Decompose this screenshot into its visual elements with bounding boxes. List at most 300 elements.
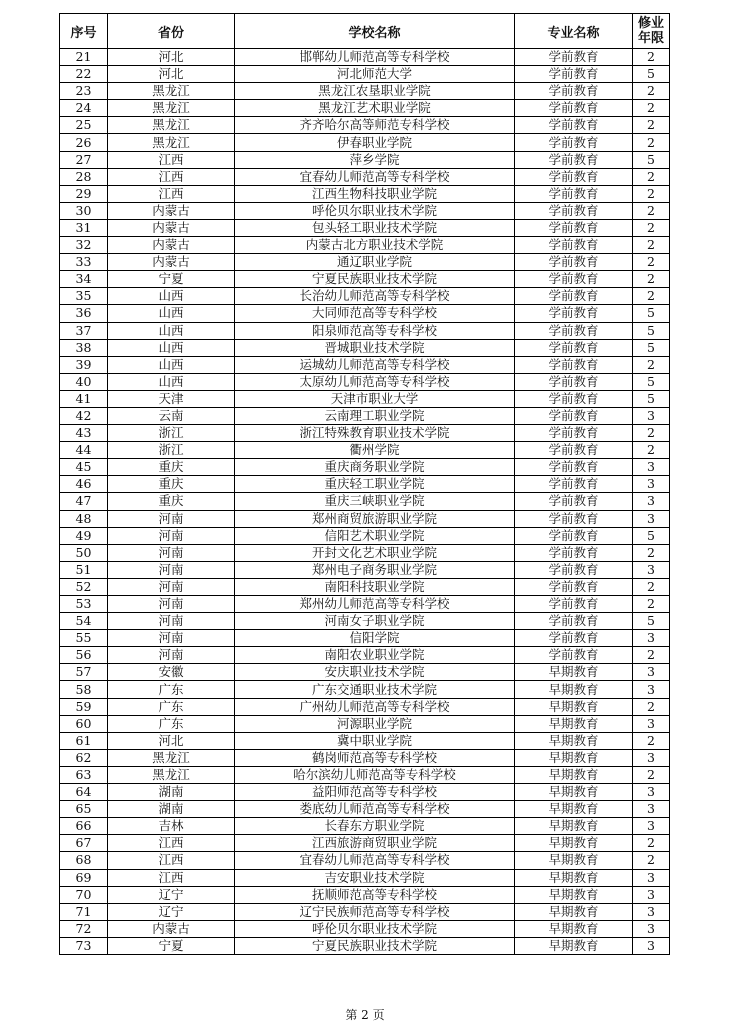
cell-years: 2 xyxy=(633,254,670,271)
table-row xyxy=(60,920,670,937)
cell-province: 安徽 xyxy=(108,664,235,681)
cell-seq: 37 xyxy=(60,322,108,339)
table-row xyxy=(60,66,670,83)
cell-years: 5 xyxy=(633,390,670,407)
cell-seq: 29 xyxy=(60,185,108,202)
cell-province: 江西 xyxy=(108,185,235,202)
cell-major: 早期教育 xyxy=(515,818,633,835)
cell-major: 学前教育 xyxy=(515,151,633,168)
table-row xyxy=(60,373,670,390)
cell-province: 黑龙江 xyxy=(108,117,235,134)
table-row xyxy=(60,766,670,783)
cell-province: 内蒙古 xyxy=(108,202,235,219)
cell-years: 2 xyxy=(633,168,670,185)
cell-major: 早期教育 xyxy=(515,801,633,818)
table-body xyxy=(60,49,670,955)
cell-years: 2 xyxy=(633,49,670,66)
cell-major: 早期教育 xyxy=(515,664,633,681)
cell-years: 2 xyxy=(633,647,670,664)
cell-years: 2 xyxy=(633,202,670,219)
cell-school: 河北师范大学 xyxy=(235,66,515,83)
cell-school: 运城幼儿师范高等专科学校 xyxy=(235,356,515,373)
cell-school: 开封文化艺术职业学院 xyxy=(235,544,515,561)
cell-school: 辽宁民族师范高等专科学校 xyxy=(235,903,515,920)
cell-school: 浙江特殊教育职业技术学院 xyxy=(235,425,515,442)
cell-province: 河南 xyxy=(108,596,235,613)
cell-seq: 41 xyxy=(60,390,108,407)
table-row xyxy=(60,578,670,595)
cell-years: 2 xyxy=(633,578,670,595)
cell-years: 3 xyxy=(633,630,670,647)
cell-province: 江西 xyxy=(108,869,235,886)
cell-seq: 39 xyxy=(60,356,108,373)
cell-seq: 32 xyxy=(60,237,108,254)
cell-school: 哈尔滨幼儿师范高等专科学校 xyxy=(235,766,515,783)
cell-province: 河北 xyxy=(108,66,235,83)
cell-years: 3 xyxy=(633,886,670,903)
cell-seq: 40 xyxy=(60,373,108,390)
cell-province: 天津 xyxy=(108,390,235,407)
cell-years: 3 xyxy=(633,510,670,527)
cell-seq: 67 xyxy=(60,835,108,852)
table-row xyxy=(60,647,670,664)
table-row xyxy=(60,527,670,544)
cell-school: 信阳艺术职业学院 xyxy=(235,527,515,544)
cell-seq: 43 xyxy=(60,425,108,442)
cell-years: 5 xyxy=(633,322,670,339)
cell-school: 江西旅游商贸职业学院 xyxy=(235,835,515,852)
cell-school: 黑龙江艺术职业学院 xyxy=(235,100,515,117)
cell-seq: 56 xyxy=(60,647,108,664)
table-row xyxy=(60,134,670,151)
cell-years: 3 xyxy=(633,493,670,510)
cell-major: 早期教育 xyxy=(515,835,633,852)
cell-seq: 55 xyxy=(60,630,108,647)
cell-province: 广东 xyxy=(108,698,235,715)
cell-seq: 47 xyxy=(60,493,108,510)
table-row xyxy=(60,749,670,766)
cell-years: 2 xyxy=(633,237,670,254)
cell-major: 学前教育 xyxy=(515,527,633,544)
cell-school: 广州幼儿师范高等专科学校 xyxy=(235,698,515,715)
cell-years: 2 xyxy=(633,698,670,715)
cell-seq: 72 xyxy=(60,920,108,937)
cell-major: 学前教育 xyxy=(515,596,633,613)
cell-province: 重庆 xyxy=(108,476,235,493)
cell-province: 宁夏 xyxy=(108,271,235,288)
cell-province: 重庆 xyxy=(108,459,235,476)
cell-seq: 45 xyxy=(60,459,108,476)
cell-years: 2 xyxy=(633,100,670,117)
cell-school: 河南女子职业学院 xyxy=(235,613,515,630)
cell-major: 早期教育 xyxy=(515,852,633,869)
cell-province: 内蒙古 xyxy=(108,237,235,254)
cell-seq: 65 xyxy=(60,801,108,818)
cell-school: 吉安职业技术学院 xyxy=(235,869,515,886)
cell-major: 学前教育 xyxy=(515,339,633,356)
cell-school: 黑龙江农垦职业学院 xyxy=(235,83,515,100)
cell-school: 安庆职业技术学院 xyxy=(235,664,515,681)
cell-years: 3 xyxy=(633,801,670,818)
cell-school: 呼伦贝尔职业技术学院 xyxy=(235,202,515,219)
cell-seq: 33 xyxy=(60,254,108,271)
table-row xyxy=(60,664,670,681)
cell-major: 学前教育 xyxy=(515,288,633,305)
cell-province: 河南 xyxy=(108,510,235,527)
cell-years: 5 xyxy=(633,151,670,168)
cell-province: 浙江 xyxy=(108,425,235,442)
cell-seq: 50 xyxy=(60,544,108,561)
cell-years: 2 xyxy=(633,544,670,561)
table-row xyxy=(60,151,670,168)
cell-major: 学前教育 xyxy=(515,134,633,151)
cell-years: 5 xyxy=(633,339,670,356)
header-years-line1: 修业 xyxy=(637,16,664,31)
cell-school: 大同师范高等专科学校 xyxy=(235,305,515,322)
cell-major: 学前教育 xyxy=(515,271,633,288)
cell-years: 2 xyxy=(633,83,670,100)
cell-school: 通辽职业学院 xyxy=(235,254,515,271)
cell-province: 山西 xyxy=(108,322,235,339)
cell-seq: 21 xyxy=(60,49,108,66)
cell-province: 广东 xyxy=(108,715,235,732)
table-row xyxy=(60,425,670,442)
table-row xyxy=(60,596,670,613)
cell-major: 早期教育 xyxy=(515,937,633,954)
table-row xyxy=(60,356,670,373)
table-row xyxy=(60,561,670,578)
cell-major: 学前教育 xyxy=(515,390,633,407)
header-province: 省份 xyxy=(108,14,235,49)
cell-province: 吉林 xyxy=(108,818,235,835)
cell-major: 早期教育 xyxy=(515,869,633,886)
table-row xyxy=(60,442,670,459)
cell-years: 3 xyxy=(633,937,670,954)
cell-seq: 31 xyxy=(60,219,108,236)
cell-school: 广东交通职业技术学院 xyxy=(235,681,515,698)
cell-major: 学前教育 xyxy=(515,493,633,510)
cell-seq: 73 xyxy=(60,937,108,954)
cell-major: 学前教育 xyxy=(515,561,633,578)
cell-years: 3 xyxy=(633,869,670,886)
table-row xyxy=(60,715,670,732)
cell-school: 鹤岗师范高等专科学校 xyxy=(235,749,515,766)
header-row xyxy=(60,14,670,49)
cell-years: 2 xyxy=(633,117,670,134)
cell-seq: 68 xyxy=(60,852,108,869)
table-row xyxy=(60,869,670,886)
cell-major: 学前教育 xyxy=(515,544,633,561)
table-row xyxy=(60,630,670,647)
cell-school: 包头轻工职业技术学院 xyxy=(235,219,515,236)
table-row xyxy=(60,322,670,339)
cell-years: 3 xyxy=(633,664,670,681)
cell-province: 广东 xyxy=(108,681,235,698)
cell-years: 2 xyxy=(633,852,670,869)
cell-major: 早期教育 xyxy=(515,732,633,749)
cell-years: 3 xyxy=(633,749,670,766)
cell-major: 学前教育 xyxy=(515,356,633,373)
table-row xyxy=(60,544,670,561)
table-row xyxy=(60,852,670,869)
cell-major: 学前教育 xyxy=(515,647,633,664)
cell-years: 5 xyxy=(633,66,670,83)
table-row xyxy=(60,818,670,835)
cell-major: 学前教育 xyxy=(515,168,633,185)
cell-school: 齐齐哈尔高等师范专科学校 xyxy=(235,117,515,134)
cell-seq: 36 xyxy=(60,305,108,322)
cell-years: 2 xyxy=(633,271,670,288)
cell-school: 宁夏民族职业技术学院 xyxy=(235,937,515,954)
cell-school: 信阳学院 xyxy=(235,630,515,647)
cell-seq: 49 xyxy=(60,527,108,544)
table-row xyxy=(60,202,670,219)
cell-major: 早期教育 xyxy=(515,886,633,903)
table-row xyxy=(60,886,670,903)
cell-school: 宜春幼儿师范高等专科学校 xyxy=(235,852,515,869)
cell-school: 郑州电子商务职业学院 xyxy=(235,561,515,578)
cell-seq: 51 xyxy=(60,561,108,578)
cell-major: 早期教育 xyxy=(515,766,633,783)
table-row xyxy=(60,254,670,271)
cell-major: 学前教育 xyxy=(515,373,633,390)
cell-years: 5 xyxy=(633,305,670,322)
table-row xyxy=(60,476,670,493)
cell-school: 宜春幼儿师范高等专科学校 xyxy=(235,168,515,185)
cell-major: 学前教育 xyxy=(515,407,633,424)
cell-school: 阳泉师范高等专科学校 xyxy=(235,322,515,339)
cell-seq: 25 xyxy=(60,117,108,134)
cell-seq: 23 xyxy=(60,83,108,100)
table-row xyxy=(60,305,670,322)
cell-years: 5 xyxy=(633,613,670,630)
cell-school: 内蒙古北方职业技术学院 xyxy=(235,237,515,254)
cell-school: 娄底幼儿师范高等专科学校 xyxy=(235,801,515,818)
cell-years: 3 xyxy=(633,561,670,578)
cell-seq: 61 xyxy=(60,732,108,749)
school-list-table xyxy=(59,13,670,955)
table-row xyxy=(60,784,670,801)
cell-years: 5 xyxy=(633,373,670,390)
cell-province: 湖南 xyxy=(108,801,235,818)
cell-major: 学前教育 xyxy=(515,630,633,647)
cell-province: 河南 xyxy=(108,630,235,647)
cell-province: 河北 xyxy=(108,732,235,749)
table-row xyxy=(60,117,670,134)
cell-province: 黑龙江 xyxy=(108,134,235,151)
cell-major: 早期教育 xyxy=(515,920,633,937)
cell-years: 3 xyxy=(633,818,670,835)
table-row xyxy=(60,339,670,356)
cell-major: 早期教育 xyxy=(515,784,633,801)
cell-major: 学前教育 xyxy=(515,613,633,630)
table-row xyxy=(60,49,670,66)
cell-major: 学前教育 xyxy=(515,442,633,459)
cell-school: 宁夏民族职业技术学院 xyxy=(235,271,515,288)
cell-province: 河北 xyxy=(108,49,235,66)
cell-seq: 52 xyxy=(60,578,108,595)
cell-school: 邯郸幼儿师范高等专科学校 xyxy=(235,49,515,66)
cell-province: 江西 xyxy=(108,852,235,869)
cell-school: 河源职业学院 xyxy=(235,715,515,732)
cell-seq: 58 xyxy=(60,681,108,698)
cell-school: 萍乡学院 xyxy=(235,151,515,168)
cell-years: 3 xyxy=(633,784,670,801)
cell-major: 学前教育 xyxy=(515,305,633,322)
table-header xyxy=(60,14,670,49)
cell-province: 黑龙江 xyxy=(108,83,235,100)
cell-major: 早期教育 xyxy=(515,698,633,715)
cell-school: 呼伦贝尔职业技术学院 xyxy=(235,920,515,937)
cell-years: 2 xyxy=(633,425,670,442)
cell-major: 早期教育 xyxy=(515,749,633,766)
cell-province: 黑龙江 xyxy=(108,766,235,783)
cell-seq: 59 xyxy=(60,698,108,715)
cell-major: 学前教育 xyxy=(515,49,633,66)
cell-years: 3 xyxy=(633,903,670,920)
table-row xyxy=(60,185,670,202)
cell-seq: 24 xyxy=(60,100,108,117)
cell-province: 湖南 xyxy=(108,784,235,801)
header-seq: 序号 xyxy=(60,14,108,49)
cell-seq: 54 xyxy=(60,613,108,630)
cell-major: 学前教育 xyxy=(515,476,633,493)
table-row xyxy=(60,937,670,954)
cell-province: 宁夏 xyxy=(108,937,235,954)
cell-seq: 44 xyxy=(60,442,108,459)
cell-province: 山西 xyxy=(108,356,235,373)
cell-seq: 63 xyxy=(60,766,108,783)
table-row xyxy=(60,698,670,715)
cell-school: 长春东方职业学院 xyxy=(235,818,515,835)
cell-major: 早期教育 xyxy=(515,903,633,920)
cell-seq: 64 xyxy=(60,784,108,801)
cell-years: 2 xyxy=(633,732,670,749)
cell-school: 冀中职业学院 xyxy=(235,732,515,749)
cell-years: 2 xyxy=(633,442,670,459)
cell-major: 早期教育 xyxy=(515,681,633,698)
cell-seq: 71 xyxy=(60,903,108,920)
table-row xyxy=(60,835,670,852)
table-row xyxy=(60,219,670,236)
cell-major: 学前教育 xyxy=(515,322,633,339)
cell-school: 衢州学院 xyxy=(235,442,515,459)
table-row xyxy=(60,493,670,510)
cell-province: 江西 xyxy=(108,151,235,168)
table-row xyxy=(60,681,670,698)
table-row xyxy=(60,168,670,185)
cell-school: 南阳科技职业学院 xyxy=(235,578,515,595)
cell-years: 3 xyxy=(633,681,670,698)
cell-province: 浙江 xyxy=(108,442,235,459)
cell-school: 郑州商贸旅游职业学院 xyxy=(235,510,515,527)
cell-school: 重庆轻工职业学院 xyxy=(235,476,515,493)
cell-major: 学前教育 xyxy=(515,459,633,476)
cell-seq: 27 xyxy=(60,151,108,168)
cell-province: 河南 xyxy=(108,561,235,578)
cell-years: 3 xyxy=(633,476,670,493)
cell-major: 学前教育 xyxy=(515,425,633,442)
cell-school: 重庆三峡职业学院 xyxy=(235,493,515,510)
page-number: 第 2 页 xyxy=(345,1008,385,1022)
cell-seq: 69 xyxy=(60,869,108,886)
cell-school: 抚顺师范高等专科学校 xyxy=(235,886,515,903)
cell-seq: 66 xyxy=(60,818,108,835)
cell-years: 2 xyxy=(633,835,670,852)
cell-years: 3 xyxy=(633,407,670,424)
cell-seq: 26 xyxy=(60,134,108,151)
cell-seq: 57 xyxy=(60,664,108,681)
header-school: 学校名称 xyxy=(235,14,515,49)
cell-major: 学前教育 xyxy=(515,202,633,219)
cell-province: 重庆 xyxy=(108,493,235,510)
cell-seq: 70 xyxy=(60,886,108,903)
cell-school: 晋城职业技术学院 xyxy=(235,339,515,356)
cell-school: 天津市职业大学 xyxy=(235,390,515,407)
table-row xyxy=(60,732,670,749)
cell-province: 山西 xyxy=(108,339,235,356)
cell-province: 黑龙江 xyxy=(108,749,235,766)
cell-seq: 35 xyxy=(60,288,108,305)
cell-major: 早期教育 xyxy=(515,715,633,732)
cell-province: 江西 xyxy=(108,168,235,185)
cell-seq: 48 xyxy=(60,510,108,527)
cell-province: 内蒙古 xyxy=(108,219,235,236)
table-row xyxy=(60,288,670,305)
cell-years: 2 xyxy=(633,766,670,783)
cell-school: 重庆商务职业学院 xyxy=(235,459,515,476)
cell-years: 3 xyxy=(633,920,670,937)
cell-seq: 38 xyxy=(60,339,108,356)
cell-province: 河南 xyxy=(108,647,235,664)
header-major: 专业名称 xyxy=(515,14,633,49)
cell-province: 河南 xyxy=(108,613,235,630)
cell-province: 山西 xyxy=(108,305,235,322)
cell-province: 内蒙古 xyxy=(108,920,235,937)
cell-major: 学前教育 xyxy=(515,578,633,595)
table-row xyxy=(60,237,670,254)
cell-province: 辽宁 xyxy=(108,886,235,903)
cell-province: 山西 xyxy=(108,288,235,305)
table-row xyxy=(60,459,670,476)
cell-province: 河南 xyxy=(108,527,235,544)
cell-years: 5 xyxy=(633,527,670,544)
table-row xyxy=(60,801,670,818)
table-row xyxy=(60,903,670,920)
cell-province: 辽宁 xyxy=(108,903,235,920)
table-row xyxy=(60,613,670,630)
cell-province: 云南 xyxy=(108,407,235,424)
cell-province: 山西 xyxy=(108,373,235,390)
cell-school: 伊春职业学院 xyxy=(235,134,515,151)
cell-school: 江西生物科技职业学院 xyxy=(235,185,515,202)
cell-years: 3 xyxy=(633,459,670,476)
table-row xyxy=(60,271,670,288)
cell-major: 学前教育 xyxy=(515,83,633,100)
cell-years: 2 xyxy=(633,356,670,373)
cell-major: 学前教育 xyxy=(515,66,633,83)
cell-province: 江西 xyxy=(108,835,235,852)
cell-major: 学前教育 xyxy=(515,510,633,527)
cell-major: 学前教育 xyxy=(515,100,633,117)
cell-province: 河南 xyxy=(108,544,235,561)
cell-seq: 46 xyxy=(60,476,108,493)
cell-years: 2 xyxy=(633,134,670,151)
cell-major: 学前教育 xyxy=(515,237,633,254)
cell-major: 学前教育 xyxy=(515,117,633,134)
cell-seq: 60 xyxy=(60,715,108,732)
cell-years: 2 xyxy=(633,185,670,202)
